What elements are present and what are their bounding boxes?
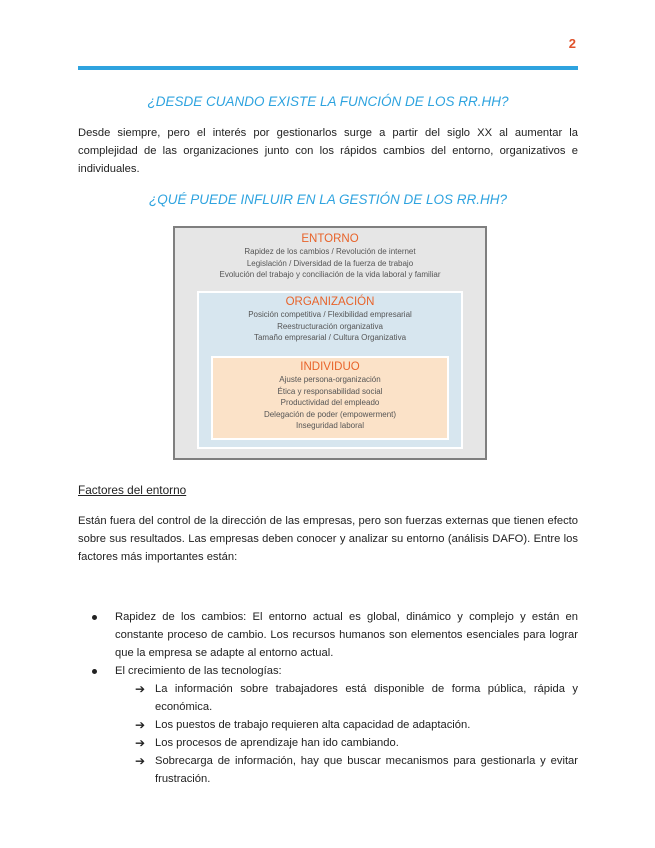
influence-diagram (173, 226, 487, 460)
list-item (78, 608, 578, 662)
sub-item-text: Los procesos de aprendizaje han ido cambiando. (155, 737, 399, 749)
sub-item-text: La información sobre trabajadores está disponible de forma pública, rápida y económica. (155, 683, 578, 713)
section-heading-function-origin: ¿DESDE CUANDO EXISTE LA FUNCIÓN DE LOS RR.HH? (147, 94, 509, 109)
bullet-icon (92, 669, 97, 674)
individuo-line: Productividad del empleado (280, 398, 380, 407)
arrow-right-icon: ➔ (135, 736, 146, 750)
individuo-title: INDIVIDUO (300, 361, 360, 373)
section-heading-influences: ¿QUÉ PUEDE INFLUIR EN LA GESTIÓN DE LOS RR.HH? (148, 192, 508, 207)
diagram-individuo (211, 356, 449, 440)
arrow-right-icon: ➔ (135, 754, 146, 768)
diagram-organizacion (197, 291, 463, 449)
sub-list-item (115, 734, 578, 752)
intro-paragraph: Desde siempre, pero el interés por gestionarlos surge a partir del siglo XX al aumentar la complejidad de las organizaciones junto con los rápidos cambios del entorno, organizativos e individuales. (78, 127, 578, 175)
organizacion-line: Reestructuración organizativa (277, 321, 383, 331)
organizacion-line: Posición competitiva / Flexibilidad empresarial (248, 310, 412, 319)
individuo-line: Ética y responsabilidad social (277, 386, 383, 396)
arrow-right-icon: ➔ (135, 718, 146, 732)
page-number: 2 (568, 36, 576, 51)
factores-list (78, 608, 578, 788)
individuo-line: Inseguridad laboral (295, 421, 365, 430)
sub-list-item (115, 752, 578, 788)
sub-item-text: Sobrecarga de información, hay que buscar mecanismos para gestionarla y evitar frustración. (155, 755, 578, 785)
list-item (78, 662, 578, 788)
header-rule (78, 66, 578, 70)
sub-item-text: Los puestos de trabajo requieren alta capacidad de adaptación. (155, 719, 471, 731)
entorno-line: Legislación / Diversidad de la fuerza de trabajo (246, 258, 414, 268)
arrow-right-icon: ➔ (135, 682, 146, 696)
diagram-entorno (175, 232, 485, 281)
sub-list-item (115, 716, 578, 734)
sub-list-item (115, 680, 578, 716)
organizacion-line: Tamaño empresarial / Cultura Organizativa (253, 333, 407, 342)
factores-title: Factores del entorno (78, 483, 187, 497)
entorno-line: Rapidez de los cambios / Revolución de internet (244, 247, 416, 256)
bullet-icon (92, 615, 97, 620)
entorno-line: Evolución del trabajo y conciliación de la vida laboral y familiar (219, 270, 441, 279)
bullet-text: El crecimiento de las tecnologías: (115, 665, 282, 677)
technology-sublist (115, 680, 578, 788)
organizacion-title: ORGANIZACIÓN (285, 296, 375, 308)
factores-paragraph: Están fuera del control de la dirección de las empresas, pero son fuerzas externas que tienen efecto sobre sus resultados. Las empresas deben conocer y analizar su entorno (análisis DAFO). Entre los factores más importantes están: (78, 515, 578, 563)
entorno-title: ENTORNO (301, 233, 359, 245)
bullet-text: Rapidez de los cambios: El entorno actual es global, dinámico y complejo y están en constante proceso de cambio. Los recursos humanos son elementos esenciales para lograr que la empresa se adapte al entorno actual. (115, 611, 578, 659)
individuo-line: Ajuste persona-organización (279, 375, 381, 384)
individuo-line: Delegación de poder (empowerment) (263, 409, 397, 419)
